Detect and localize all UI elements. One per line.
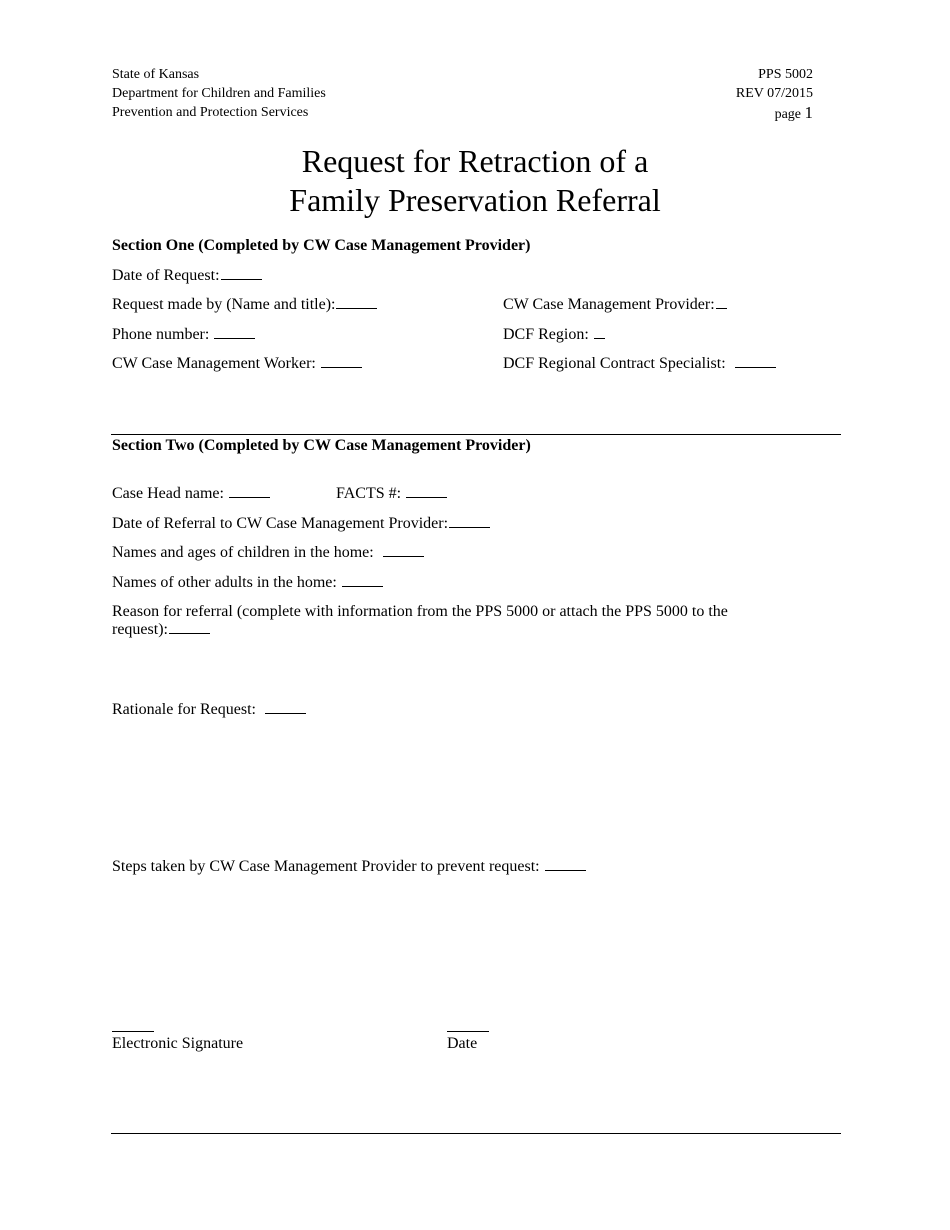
steps-taken-field[interactable]	[545, 869, 586, 871]
dcf-contract-specialist-field[interactable]	[735, 366, 776, 368]
page-label: page	[774, 107, 801, 122]
form-title-line1: Request for Retraction of a	[301, 143, 649, 179]
header-form-info	[736, 65, 813, 124]
section-two-heading: Section Two (Completed by CW Case Management Provider)	[112, 437, 531, 454]
children-names-field[interactable]	[383, 555, 424, 557]
cw-provider-label: CW Case Management Provider:	[503, 296, 715, 313]
form-number: PPS 5002	[758, 67, 813, 82]
section-one-heading: Section One (Completed by CW Case Management Provider)	[112, 237, 531, 254]
date-of-referral-label: Date of Referral to CW Case Management Provider:	[112, 515, 449, 532]
header-state: State of Kansas	[112, 67, 200, 82]
case-head-name-label: Case Head name:	[112, 485, 224, 502]
cw-provider-field[interactable]	[716, 307, 727, 309]
signature-field[interactable]	[112, 1031, 154, 1032]
date-of-referral-row	[112, 515, 490, 533]
header-division: Prevention and Protection Services	[112, 105, 309, 120]
dcf-contract-specialist-row	[503, 355, 776, 373]
reason-for-referral-row	[112, 603, 728, 639]
request-made-by-label: Request made by (Name and title):	[112, 296, 336, 313]
case-head-name-row	[112, 485, 270, 503]
phone-number-label: Phone number:	[112, 326, 210, 343]
request-made-by-field[interactable]	[336, 307, 377, 309]
dcf-contract-specialist-label: DCF Regional Contract Specialist:	[503, 355, 726, 372]
header-department: Department for Children and Families	[112, 86, 326, 101]
signature-label: Electronic Signature	[112, 1035, 244, 1052]
section-divider	[111, 434, 841, 435]
phone-number-field[interactable]	[214, 337, 255, 339]
date-of-request-label: Date of Request:	[112, 267, 220, 284]
form-title-line2: Family Preservation Referral	[289, 182, 661, 218]
signature-date-field[interactable]	[447, 1031, 489, 1032]
footer-rule	[111, 1133, 841, 1134]
request-made-by-row	[112, 296, 377, 314]
other-adults-row	[112, 574, 383, 592]
other-adults-label: Names of other adults in the home:	[112, 574, 337, 591]
dcf-region-field[interactable]	[594, 337, 605, 339]
facts-number-label: FACTS #:	[336, 485, 402, 502]
date-of-request-field[interactable]	[221, 278, 262, 280]
page-indicator	[736, 103, 813, 124]
reason-for-referral-label: Reason for referral (complete with information from the PPS 5000 or attach the PPS 5000 to the	[112, 603, 728, 620]
facts-number-field[interactable]	[406, 496, 447, 498]
date-of-referral-field[interactable]	[449, 526, 490, 528]
dcf-region-row	[503, 326, 605, 344]
cw-worker-row	[112, 355, 362, 373]
cw-worker-field[interactable]	[321, 366, 362, 368]
form-revision: REV 07/2015	[735, 86, 813, 101]
signature-date-label: Date	[447, 1035, 478, 1052]
children-names-label: Names and ages of children in the home:	[112, 544, 374, 561]
reason-for-referral-label-cont: request):	[112, 621, 168, 638]
reason-for-referral-field[interactable]	[169, 632, 210, 634]
steps-taken-row	[112, 858, 586, 876]
steps-taken-label: Steps taken by CW Case Management Provider to prevent request:	[112, 858, 540, 875]
rationale-label: Rationale for Request:	[112, 701, 256, 718]
page-number: 1	[804, 103, 813, 122]
rationale-row	[112, 701, 306, 719]
header-agency	[112, 65, 326, 122]
cw-worker-label: CW Case Management Worker:	[112, 355, 316, 372]
rationale-field[interactable]	[265, 712, 306, 714]
case-head-name-field[interactable]	[229, 496, 270, 498]
children-names-row	[112, 544, 424, 562]
dcf-region-label: DCF Region:	[503, 326, 589, 343]
other-adults-field[interactable]	[342, 585, 383, 587]
date-of-request-row	[112, 267, 262, 285]
phone-number-row	[112, 326, 255, 344]
facts-number-row	[336, 485, 447, 503]
cw-provider-row	[503, 296, 727, 314]
